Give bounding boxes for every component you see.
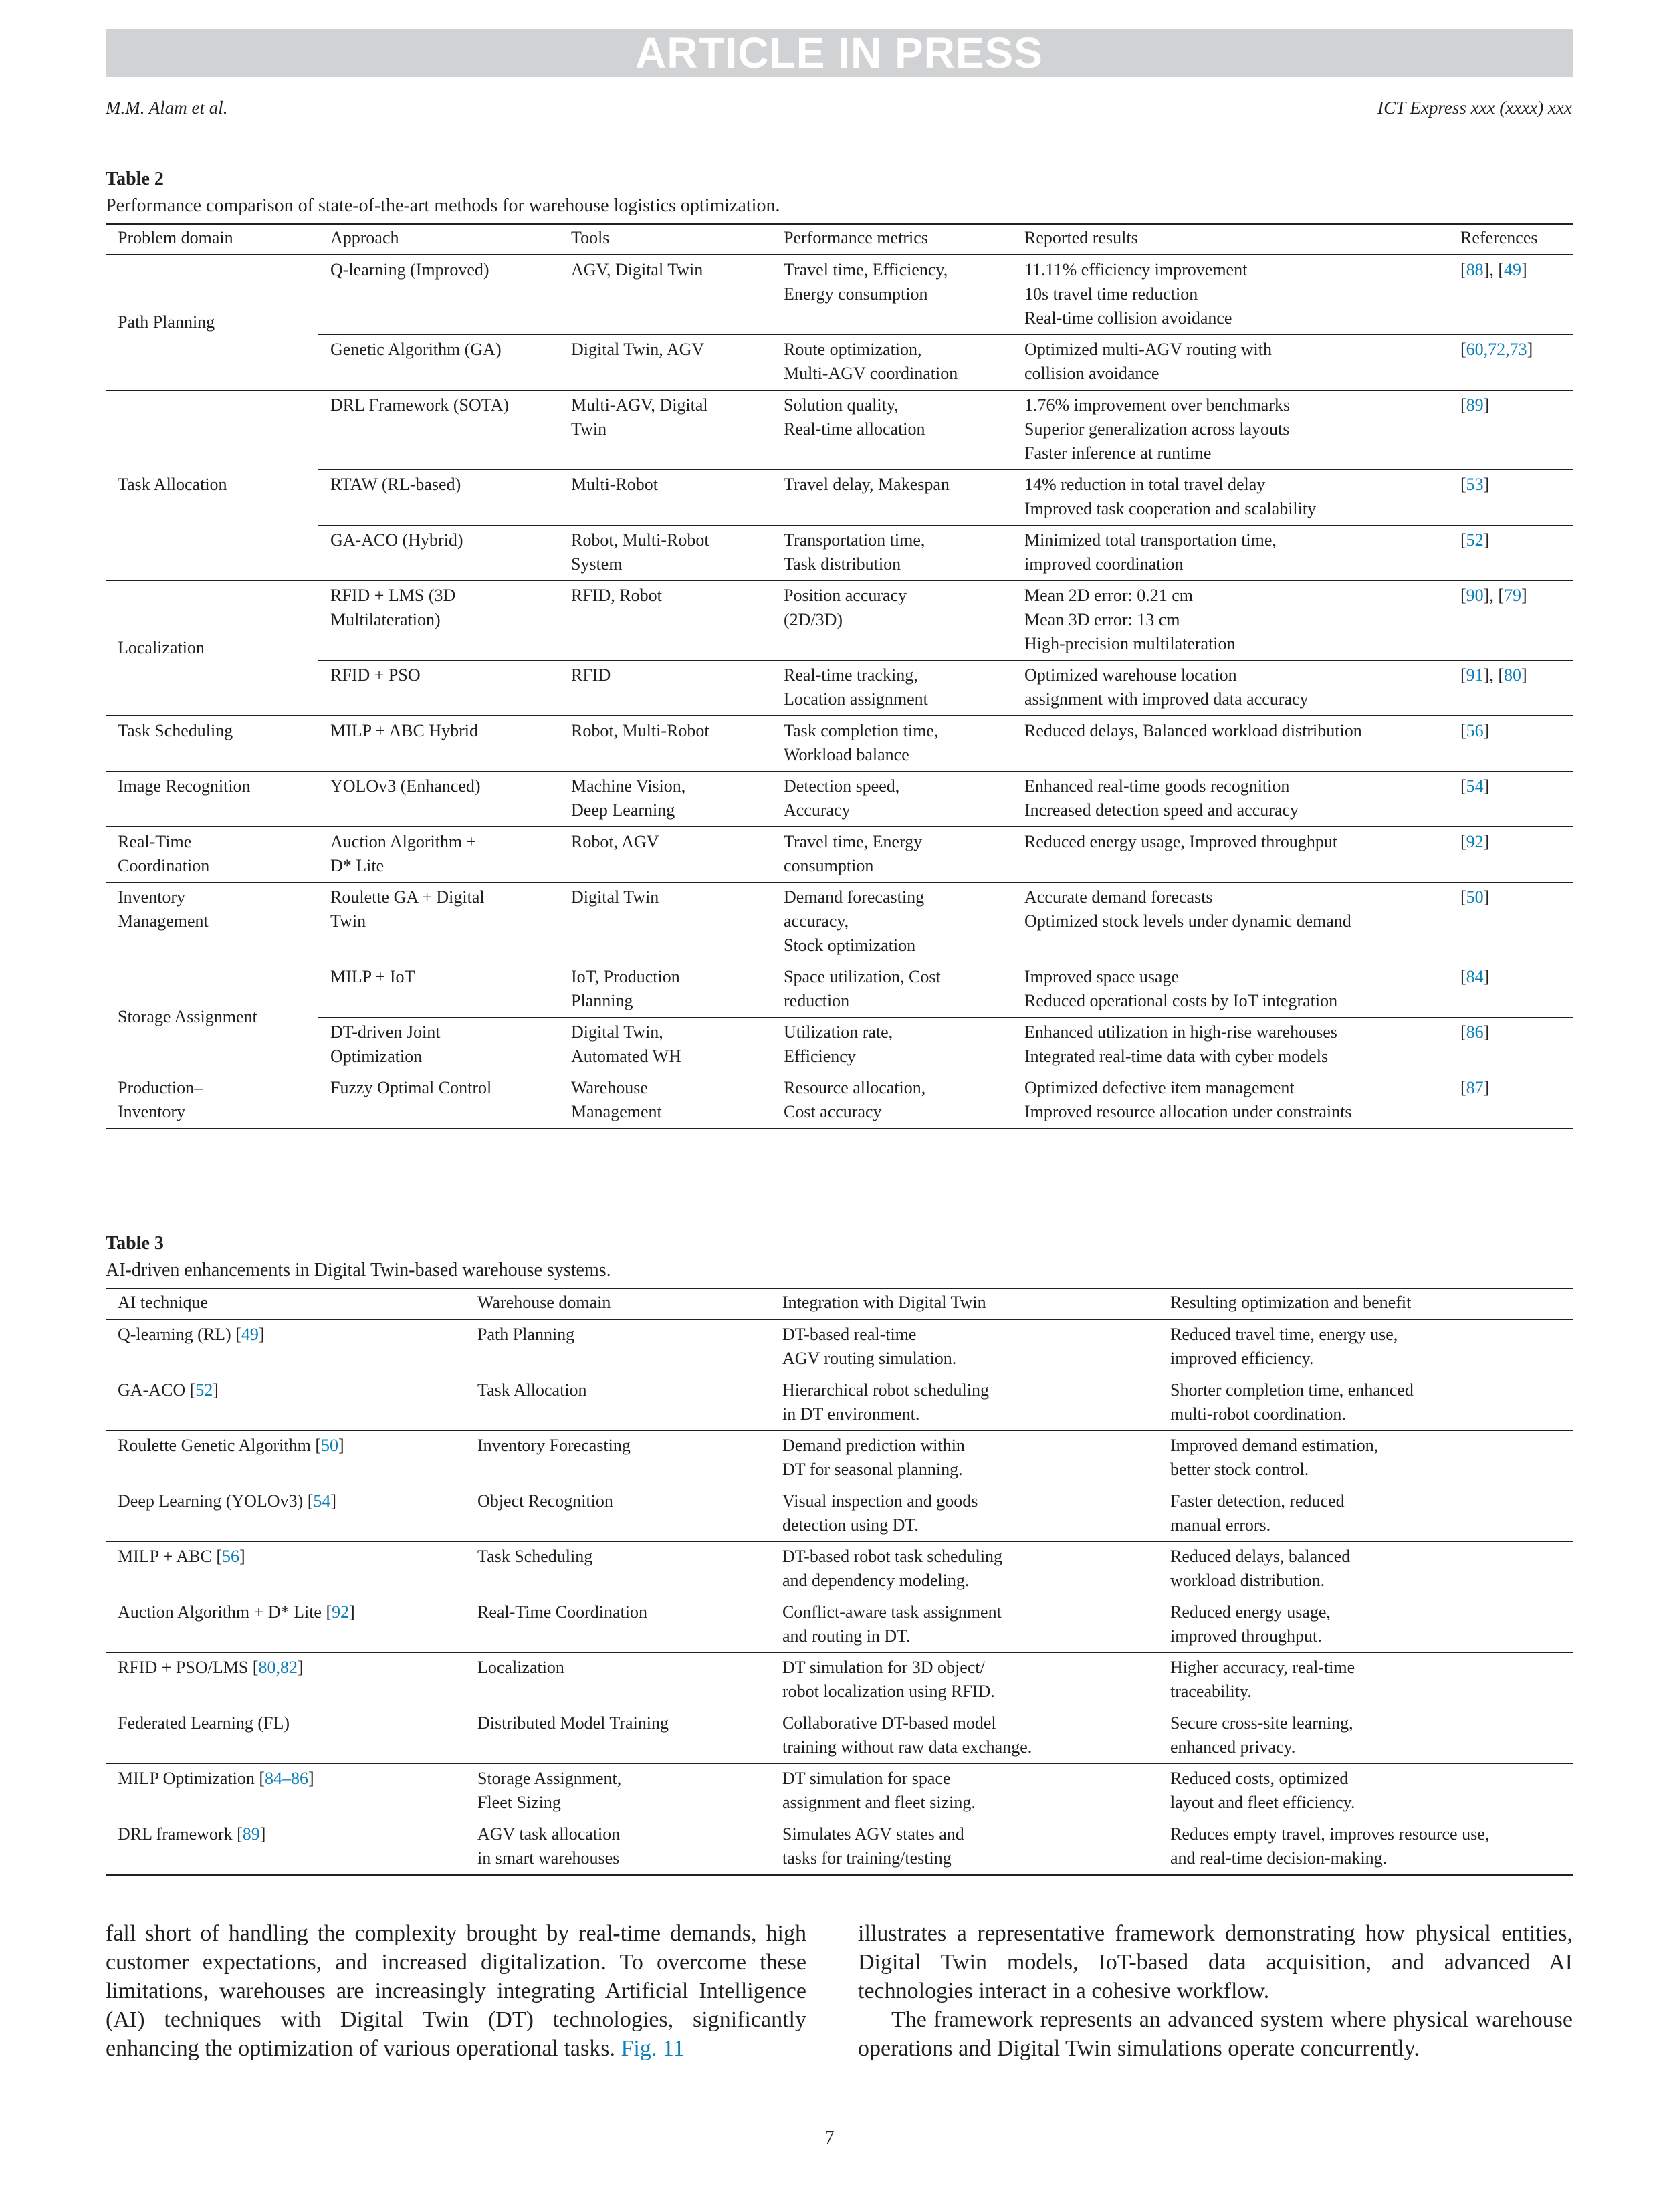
approach-cell: YOLOv3 (Enhanced) bbox=[318, 772, 559, 827]
integration-cell: Demand prediction within DT for seasonal planning. bbox=[770, 1431, 1158, 1486]
results-cell: 11.11% efficiency improvement 10s travel time reduction Real-time collision avoidance bbox=[1024, 260, 1248, 328]
benefit-cell: Secure cross-site learning, enhanced privacy. bbox=[1158, 1708, 1573, 1764]
integration-cell: Conflict-aware task assignment and routing in DT. bbox=[770, 1597, 1158, 1653]
warehouse-domain-cell: Real-Time Coordination bbox=[465, 1597, 770, 1653]
approach-cell: Genetic Algorithm (GA) bbox=[318, 335, 559, 391]
metrics-cell: Utilization rate, Efficiency bbox=[772, 1018, 1012, 1073]
reference-link[interactable]: 80,82 bbox=[258, 1658, 298, 1677]
problem-domain-cell: Inventory Management bbox=[106, 883, 318, 962]
page-number: 7 bbox=[824, 2128, 835, 2148]
tools-cell: Warehouse Management bbox=[559, 1073, 772, 1129]
approach-cell: Roulette GA + Digital Twin bbox=[318, 883, 559, 962]
table-row bbox=[106, 255, 1573, 335]
reference-link[interactable]: 84 bbox=[1466, 967, 1484, 986]
reference-link[interactable]: 53 bbox=[1466, 475, 1484, 494]
references-cell: [56] bbox=[1448, 716, 1573, 772]
reference-link[interactable]: 52 bbox=[195, 1380, 213, 1400]
tools-cell: AGV, Digital Twin bbox=[571, 260, 703, 280]
table-row bbox=[106, 391, 1573, 470]
reference-link[interactable]: 54 bbox=[313, 1491, 331, 1511]
table3-header-integration-with-digital-twin: Integration with Digital Twin bbox=[770, 1289, 1158, 1319]
references-cell: [50] bbox=[1448, 883, 1573, 962]
tools-cell: RFID bbox=[559, 661, 772, 716]
benefit-cell: Faster detection, reduced manual errors. bbox=[1158, 1486, 1573, 1542]
references-cell: [60,72,73] bbox=[1448, 335, 1573, 391]
article-in-press-banner: ARTICLE IN PRESS bbox=[106, 29, 1573, 77]
reference-link[interactable]: 90 bbox=[1466, 586, 1484, 605]
results-cell: Accurate demand forecasts Optimized stock levels under dynamic demand bbox=[1012, 883, 1448, 962]
table-row bbox=[106, 1708, 1573, 1764]
reference-link[interactable]: 80 bbox=[1504, 665, 1521, 685]
table-row bbox=[106, 1597, 1573, 1653]
ai-technique-cell: DRL framework [89] bbox=[106, 1819, 465, 1876]
benefit-cell: Reduced costs, optimized layout and fleet efficiency. bbox=[1158, 1764, 1573, 1819]
references-cell: [89] bbox=[1448, 391, 1573, 470]
table-row bbox=[106, 1819, 1573, 1876]
reference-link[interactable]: 91 bbox=[1466, 665, 1484, 685]
results-cell: Optimized defective item management Improved resource allocation under constraints bbox=[1012, 1073, 1448, 1129]
approach-cell: MILP + ABC Hybrid bbox=[318, 716, 559, 772]
tools-cell: Multi-Robot bbox=[559, 470, 772, 526]
approach-cell: MILP + IoT bbox=[318, 962, 559, 1018]
ai-technique-cell: RFID + PSO/LMS [80,82] bbox=[106, 1653, 465, 1708]
metrics-cell: Route optimization, Multi-AGV coordination bbox=[772, 335, 1012, 391]
table3 bbox=[106, 1288, 1573, 1876]
problem-domain-cell: Path Planning bbox=[118, 312, 215, 332]
table3-body bbox=[106, 1319, 1573, 1875]
metrics-cell: Real-time tracking, Location assignment bbox=[772, 661, 1012, 716]
integration-cell: Visual inspection and goods detection using DT. bbox=[770, 1486, 1158, 1542]
table-row bbox=[106, 526, 1573, 581]
benefit-cell: Reduced energy usage, improved throughput. bbox=[1158, 1597, 1573, 1653]
table2-header-problem-domain: Problem domain bbox=[106, 224, 318, 255]
table-row bbox=[106, 1018, 1573, 1073]
references-cell: [84] bbox=[1448, 962, 1573, 1018]
table-row bbox=[106, 1542, 1573, 1597]
problem-domain-cell: Real-Time Coordination bbox=[106, 827, 318, 883]
benefit-cell: Improved demand estimation, better stock control. bbox=[1158, 1431, 1573, 1486]
warehouse-domain-cell: Object Recognition bbox=[465, 1486, 770, 1542]
reference-link[interactable]: 87 bbox=[1466, 1078, 1484, 1097]
body-paragraph-right-2: The framework represents an advanced system where physical warehouse operations and Digital Twin simulations operate concurrently. bbox=[858, 2007, 1573, 2061]
problem-domain-cell: Task Scheduling bbox=[106, 716, 318, 772]
table-row bbox=[106, 1431, 1573, 1486]
ai-technique-cell: Q-learning (RL) [49] bbox=[118, 1325, 265, 1344]
ai-technique-cell: Deep Learning (YOLOv3) [54] bbox=[106, 1486, 465, 1542]
reference-link[interactable]: 89 bbox=[1466, 395, 1484, 415]
results-cell: 14% reduction in total travel delay Improved task cooperation and scalability bbox=[1012, 470, 1448, 526]
integration-cell: DT-based real-time AGV routing simulation. bbox=[782, 1325, 957, 1368]
integration-cell: DT simulation for 3D object/ robot localization using RFID. bbox=[770, 1653, 1158, 1708]
table3-caption bbox=[106, 1230, 1573, 1284]
ai-technique-cell: MILP + ABC [56] bbox=[106, 1542, 465, 1597]
tools-cell: Digital Twin bbox=[559, 883, 772, 962]
warehouse-domain-cell: Path Planning bbox=[477, 1325, 575, 1344]
warehouse-domain-cell: Inventory Forecasting bbox=[465, 1431, 770, 1486]
metrics-cell: Transportation time, Task distribution bbox=[772, 526, 1012, 581]
warehouse-domain-cell: Task Allocation bbox=[465, 1375, 770, 1431]
results-cell: Optimized warehouse location assignment with improved data accuracy bbox=[1012, 661, 1448, 716]
integration-cell: Simulates AGV states and tasks for training/testing bbox=[770, 1819, 1158, 1876]
reference-link[interactable]: 88 bbox=[1466, 260, 1484, 280]
reference-link[interactable]: 56 bbox=[1466, 721, 1484, 740]
body-paragraph-right-1: illustrates a representative framework demonstrating how physical entities, Digital Twin models, IoT-based data acquisition, and advanced AI technologies interact in a cohesive workflow. bbox=[858, 1921, 1573, 2003]
integration-cell: Collaborative DT-based model training without raw data exchange. bbox=[770, 1708, 1158, 1764]
approach-cell: Auction Algorithm + D* Lite bbox=[318, 827, 559, 883]
integration-cell: DT simulation for space assignment and fleet sizing. bbox=[770, 1764, 1158, 1819]
table3-header-ai-technique: AI technique bbox=[106, 1289, 465, 1319]
problem-domain-cell: Production– Inventory bbox=[106, 1073, 318, 1129]
results-cell: Reduced delays, Balanced workload distribution bbox=[1012, 716, 1448, 772]
reference-link[interactable]: 49 bbox=[1504, 260, 1521, 280]
table3-header-resulting-optimization-and-benefit: Resulting optimization and benefit bbox=[1158, 1289, 1573, 1319]
references-cell: [87] bbox=[1448, 1073, 1573, 1129]
table-row bbox=[106, 1653, 1573, 1708]
table3-label: Table 3 bbox=[106, 1233, 164, 1254]
problem-domain-cell: Task Allocation bbox=[106, 391, 318, 581]
tools-cell: Robot, Multi-Robot System bbox=[559, 526, 772, 581]
table-row bbox=[106, 581, 1573, 661]
tools-cell: Robot, AGV bbox=[559, 827, 772, 883]
metrics-cell: Travel time, Efficiency, Energy consumption bbox=[784, 260, 948, 304]
problem-domain-cell: Storage Assignment bbox=[106, 962, 318, 1073]
benefit-cell: Reduced delays, balanced workload distribution. bbox=[1158, 1542, 1573, 1597]
table-row bbox=[106, 1486, 1573, 1542]
benefit-cell: Reduces empty travel, improves resource use, and real-time decision-making. bbox=[1158, 1819, 1573, 1876]
reference-link[interactable]: 84–86 bbox=[265, 1769, 309, 1788]
table2-header-approach: Approach bbox=[318, 224, 559, 255]
table2-header-row bbox=[106, 224, 1573, 255]
metrics-cell: Task completion time, Workload balance bbox=[772, 716, 1012, 772]
body-column-left bbox=[106, 1919, 806, 2063]
table-row bbox=[106, 716, 1573, 772]
table-row bbox=[106, 1073, 1573, 1129]
table2-header-reported-results: Reported results bbox=[1012, 224, 1448, 255]
reference-link[interactable]: 56 bbox=[222, 1547, 240, 1566]
warehouse-domain-cell: Distributed Model Training bbox=[465, 1708, 770, 1764]
metrics-cell: Travel time, Energy consumption bbox=[772, 827, 1012, 883]
running-header-authors: M.M. Alam et al. bbox=[106, 98, 228, 118]
table2-caption bbox=[106, 166, 1573, 219]
ai-technique-cell: MILP Optimization [84–86] bbox=[106, 1764, 465, 1819]
table-row bbox=[106, 470, 1573, 526]
table-row bbox=[106, 772, 1573, 827]
metrics-cell: Position accuracy (2D/3D) bbox=[772, 581, 1012, 661]
results-cell: Minimized total transportation time, improved coordination bbox=[1012, 526, 1448, 581]
metrics-cell: Travel delay, Makespan bbox=[772, 470, 1012, 526]
table2-body bbox=[106, 255, 1573, 1129]
integration-cell: DT-based robot task scheduling and dependency modeling. bbox=[770, 1542, 1158, 1597]
body-column-right bbox=[858, 1919, 1573, 2063]
references-cell: [90], [79] bbox=[1448, 581, 1573, 661]
table-row bbox=[106, 1764, 1573, 1819]
reference-link[interactable]: 54 bbox=[1466, 776, 1484, 796]
reference-link[interactable]: 50 bbox=[321, 1436, 339, 1455]
warehouse-domain-cell: Storage Assignment, Fleet Sizing bbox=[465, 1764, 770, 1819]
table2-header-performance-metrics: Performance metrics bbox=[772, 224, 1012, 255]
approach-cell: DRL Framework (SOTA) bbox=[318, 391, 559, 470]
ai-technique-cell: GA-ACO [52] bbox=[106, 1375, 465, 1431]
table-row bbox=[106, 335, 1573, 391]
tools-cell: Digital Twin, AGV bbox=[559, 335, 772, 391]
ai-technique-cell: Auction Algorithm + D* Lite [92] bbox=[106, 1597, 465, 1653]
references-cell: [92] bbox=[1448, 827, 1573, 883]
table-row bbox=[106, 1319, 1573, 1375]
running-header-journal: ICT Express xxx (xxxx) xxx bbox=[1377, 98, 1572, 118]
fig-11-link[interactable]: Fig. 11 bbox=[621, 2036, 685, 2061]
problem-domain-cell: Localization bbox=[106, 581, 318, 716]
results-cell: Improved space usage Reduced operational costs by IoT integration bbox=[1012, 962, 1448, 1018]
approach-cell: RFID + LMS (3D Multilateration) bbox=[318, 581, 559, 661]
reference-link[interactable]: 60,72,73 bbox=[1466, 340, 1527, 359]
references-cell: [88], [49] bbox=[1460, 260, 1527, 280]
table3-caption-text: AI-driven enhancements in Digital Twin-based warehouse systems. bbox=[106, 1260, 611, 1281]
table2-caption-text: Performance comparison of state-of-the-art methods for warehouse logistics optimization. bbox=[106, 195, 780, 216]
results-cell: 1.76% improvement over benchmarks Superior generalization across layouts Faster inference at runtime bbox=[1012, 391, 1448, 470]
approach-cell: RTAW (RL-based) bbox=[318, 470, 559, 526]
tools-cell: Machine Vision, Deep Learning bbox=[559, 772, 772, 827]
metrics-cell: Space utilization, Cost reduction bbox=[772, 962, 1012, 1018]
table-row bbox=[106, 962, 1573, 1018]
results-cell: Reduced energy usage, Improved throughput bbox=[1012, 827, 1448, 883]
reference-link[interactable]: 50 bbox=[1466, 887, 1484, 907]
results-cell: Mean 2D error: 0.21 cm Mean 3D error: 13 cm High-precision multilateration bbox=[1012, 581, 1448, 661]
ai-technique-cell: Roulette Genetic Algorithm [50] bbox=[106, 1431, 465, 1486]
results-cell: Optimized multi-AGV routing with collision avoidance bbox=[1012, 335, 1448, 391]
problem-domain-cell: Image Recognition bbox=[106, 772, 318, 827]
tools-cell: RFID, Robot bbox=[559, 581, 772, 661]
benefit-cell: Higher accuracy, real-time traceability. bbox=[1158, 1653, 1573, 1708]
metrics-cell: Demand forecasting accuracy, Stock optimization bbox=[772, 883, 1012, 962]
approach-cell: GA-ACO (Hybrid) bbox=[318, 526, 559, 581]
table3-header-row bbox=[106, 1289, 1573, 1319]
table2 bbox=[106, 223, 1573, 1129]
metrics-cell: Resource allocation, Cost accuracy bbox=[772, 1073, 1012, 1129]
reference-link[interactable]: 92 bbox=[1466, 832, 1484, 851]
table-row bbox=[106, 827, 1573, 883]
metrics-cell: Detection speed, Accuracy bbox=[772, 772, 1012, 827]
references-cell: [91], [80] bbox=[1448, 661, 1573, 716]
reference-link[interactable]: 86 bbox=[1466, 1022, 1484, 1042]
references-cell: [52] bbox=[1448, 526, 1573, 581]
approach-cell: RFID + PSO bbox=[318, 661, 559, 716]
benefit-cell: Reduced travel time, energy use, improved efficiency. bbox=[1170, 1325, 1398, 1368]
benefit-cell: Shorter completion time, enhanced multi-robot coordination. bbox=[1158, 1375, 1573, 1431]
tools-cell: IoT, Production Planning bbox=[559, 962, 772, 1018]
metrics-cell: Solution quality, Real-time allocation bbox=[772, 391, 1012, 470]
integration-cell: Hierarchical robot scheduling in DT environment. bbox=[770, 1375, 1158, 1431]
references-cell: [53] bbox=[1448, 470, 1573, 526]
reference-link[interactable]: 92 bbox=[332, 1602, 350, 1622]
results-cell: Enhanced utilization in high-rise warehouses Integrated real-time data with cyber models bbox=[1012, 1018, 1448, 1073]
references-cell: [54] bbox=[1448, 772, 1573, 827]
reference-link[interactable]: 89 bbox=[242, 1824, 260, 1844]
approach-cell: Q-learning (Improved) bbox=[330, 260, 489, 280]
tools-cell: Multi-AGV, Digital Twin bbox=[559, 391, 772, 470]
tools-cell: Digital Twin, Automated WH bbox=[559, 1018, 772, 1073]
body-paragraph-left: fall short of handling the complexity brought by real-time demands, high customer expectations, and increased digitalization. To overcome these limitations, warehouses are increasingly integrating Artificial Intelligence (AI) techniques with Digital Twin (DT) technologies, significantly enhancing the optimization of various operational tasks. bbox=[106, 1921, 806, 2061]
tools-cell: Robot, Multi-Robot bbox=[559, 716, 772, 772]
ai-technique-cell: Federated Learning (FL) bbox=[106, 1708, 465, 1764]
table-row bbox=[106, 661, 1573, 716]
reference-link[interactable]: 52 bbox=[1466, 530, 1484, 550]
reference-link[interactable]: 79 bbox=[1504, 586, 1521, 605]
table3-header-warehouse-domain: Warehouse domain bbox=[465, 1289, 770, 1319]
table-row bbox=[106, 1375, 1573, 1431]
references-cell: [86] bbox=[1448, 1018, 1573, 1073]
results-cell: Enhanced real-time goods recognition Increased detection speed and accuracy bbox=[1012, 772, 1448, 827]
warehouse-domain-cell: Localization bbox=[465, 1653, 770, 1708]
table-row bbox=[106, 883, 1573, 962]
reference-link[interactable]: 49 bbox=[241, 1325, 259, 1344]
approach-cell: Fuzzy Optimal Control bbox=[318, 1073, 559, 1129]
table2-header-references: References bbox=[1448, 224, 1573, 255]
table2-label: Table 2 bbox=[106, 169, 164, 189]
table2-header-tools: Tools bbox=[559, 224, 772, 255]
approach-cell: DT-driven Joint Optimization bbox=[318, 1018, 559, 1073]
warehouse-domain-cell: Task Scheduling bbox=[465, 1542, 770, 1597]
warehouse-domain-cell: AGV task allocation in smart warehouses bbox=[465, 1819, 770, 1876]
